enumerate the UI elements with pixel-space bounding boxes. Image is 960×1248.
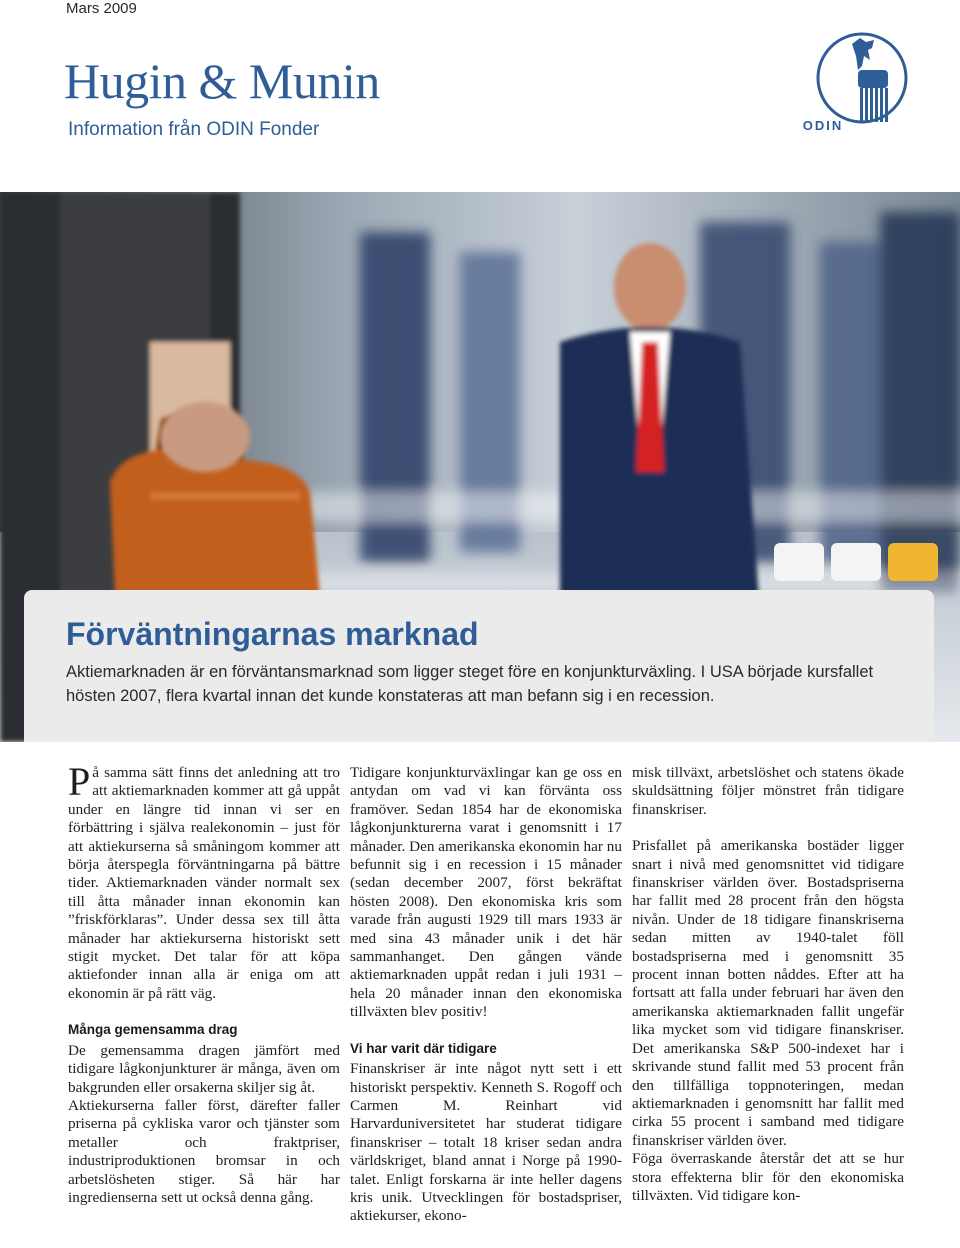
col1-paragraph-2: De gemensamma dragen jämfört med tidigare lågkonjunkturer är många, även om bakgrunden eller orsakerna skiljer sig åt. xyxy=(68,1041,340,1096)
col3-paragraph-2: Prisfallet på amerikanska bostäder ligger snart i nivå med genomsnittet vid tidigare finanskriser världen över. Bostadspriserna har fallit med 28 procent från den högsta nivån. Under de 18 tidigare finanskriserna sedan mitten av 1940-talet föll bostadspriserna med i genomsnitt 35 procent innan botten nåddes. Efter att ha fortsatt att falla under februari har även den amerikanska aktiemarknaden fallit ungefär lika mycket som vid tidigare finanskriser. Det amerikanska S&P 500-indexet har i skrivande stund fallit med 53 procent från den tillfälliga toppnoteringen, medan aktiemarknaden i genomsnitt har fallit med cirka 55 procent i samband med tidigare finanskriser världen över. xyxy=(632,837,904,1149)
col1-paragraph-3: Aktiekurserna faller först, därefter faller priserna på cykliska varor och tjänster som metaller och fraktpriser, industriproduktionen bromsar in och arbetslösheten stiger. Så här har ingredienserna sett ut också denna gång. xyxy=(68,1096,340,1206)
article-column-1 xyxy=(68,759,340,1225)
col2-subheading: Vi har varit där tidigare xyxy=(350,1040,497,1056)
decorative-squares xyxy=(774,543,938,581)
article-headline: Förväntningarnas marknad xyxy=(66,616,479,652)
decor-square xyxy=(774,543,824,581)
col3-paragraph-1: misk tillväxt, arbetslöshet och statens ökade skuldsättning följer mönstret från tidigare finanskriser. xyxy=(632,764,904,818)
article-column-3 xyxy=(632,764,904,1223)
drop-cap: P xyxy=(68,759,91,804)
decor-square-accent xyxy=(888,543,938,581)
col1-subheading: Många gemensamma drag xyxy=(68,1022,238,1038)
odin-logo-text: ODIN xyxy=(802,118,844,133)
col1-paragraph-1-text: å samma sätt finns det anledning att tro att aktiemarknaden kommer att gå uppåt under en längre tid innan vi ser en förbättring i själva realekonomin – just för att aktiekurserna så småningom kommer att börja återspegla förväntningarna på bättre tider. Aktiemarknaden vänder normalt sex till åtta månader innan ekonomin kan ”friskförklaras”. Under dessa sex till åtta månader har aktiekurserna historiskt sett stigit mycket. Det talar för att köpa aktiefonder innan alla är eniga om att ekonomin är på rätt väg. xyxy=(68,764,340,1002)
decor-square xyxy=(831,543,881,581)
col3-paragraph-3: Föga överraskande återstår det att se hur stora effekterna blir för den ekonomiska tillväxten. Vid tidigare kon- xyxy=(632,1150,904,1204)
article-column-2 xyxy=(350,764,622,1244)
masthead-subtitle: Information från ODIN Fonder xyxy=(68,119,320,140)
col1-paragraph-1 xyxy=(68,759,340,1003)
col2-paragraph-2: Finanskriser är inte något nytt sett i ett historiskt perspektiv. Kenneth S. Rogoff och Carmen M. Reinhart vid Harvarduniversitetet har studerat tidigare finanskriser – totalt 18 kriser sedan andra världskriget, bland annat i Norge på 1990-talet. Enligt forskarna är inte heller dagens kris unik. Utvecklingen för bostadspriser, aktiekurser, ekono- xyxy=(350,1060,622,1225)
issue-date: Mars 2009 xyxy=(66,0,137,17)
col2-paragraph-1: Tidigare konjunkturväxlingar kan ge oss en antydan om vad vi kan förvänta oss framöver. Sedan 1854 har de ekonomiska lågkonjunkturerna varat i genomsnitt i 17 månader. Den amerikanska ekonomin har nu befunnit sig i en recession i 15 månader (sedan december 2007, först bekräftat hösten 2008). Den ekonomiska kris som varade från augusti 1929 till mars 1933 är med sina 43 månader unik i det här sammanhanget. Den gången vände aktiemarknaden uppåt redan i juli 1931 – hela 20 månader innan den ekonomiska tillväxten blev positiv! xyxy=(350,764,622,1021)
article-lede: Aktiemarknaden är en förväntansmarknad som ligger steget före en konjunkturväxling. I USA började kursfallet hösten 2007, flera kvartal innan det kunde konstateras att man befann sig i en recession. xyxy=(66,663,874,705)
masthead-title: Hugin & Munin xyxy=(64,53,380,109)
